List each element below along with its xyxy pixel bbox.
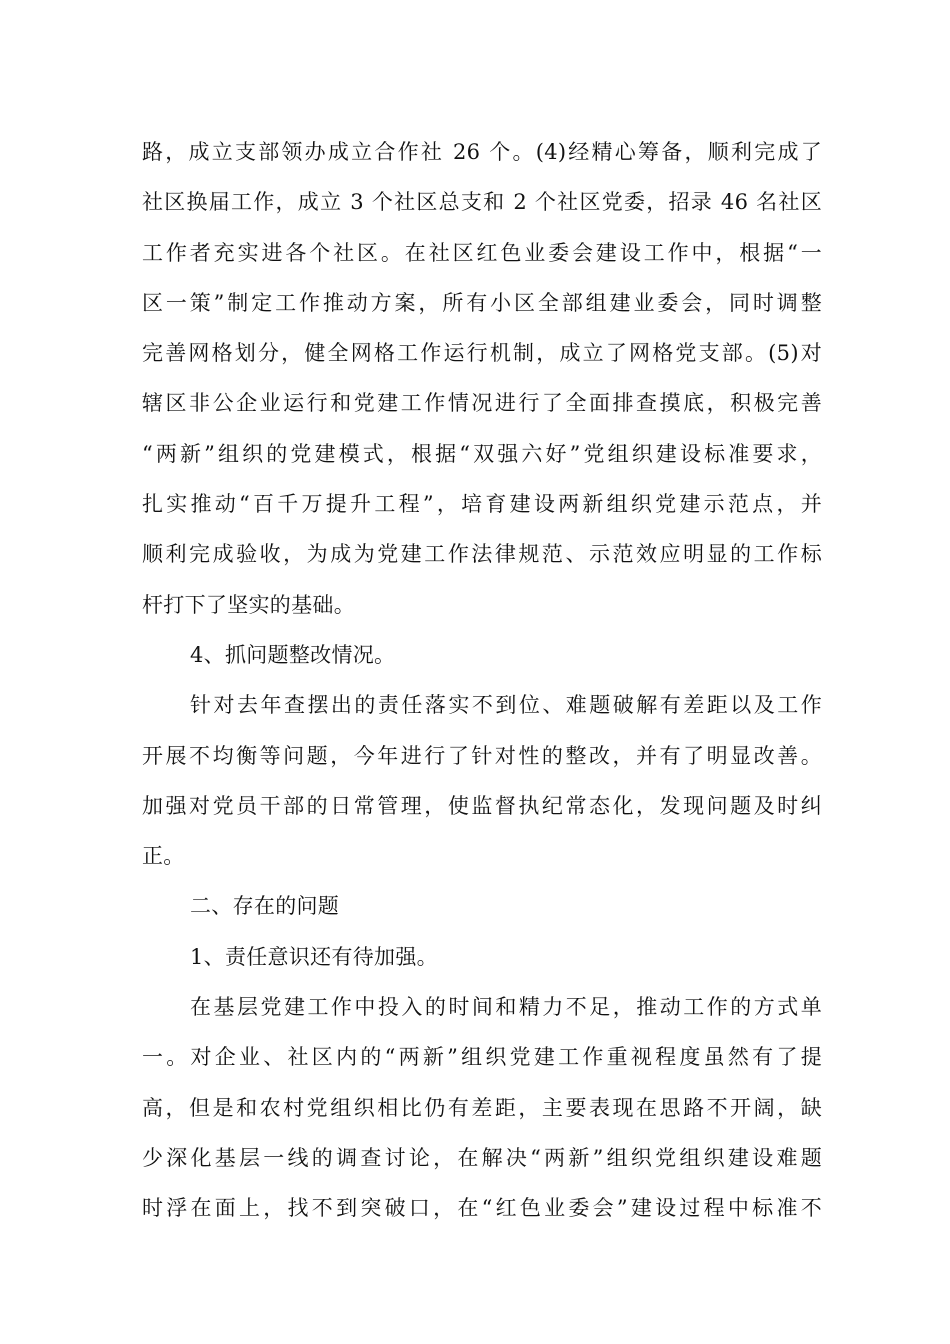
text-line: 区一策”制定工作推动方案，所有小区全部组建业委会，同时调整 — [142, 290, 822, 315]
text-line: “两新”组织的党建模式，根据“双强六好”党组织建设标准要求， — [142, 441, 822, 466]
document-body — [142, 127, 822, 1234]
text-line: 辖区非公企业运行和党建工作情况进行了全面排查摸底，积极完善 — [142, 391, 822, 416]
text-line: 扎实推动“百千万提升工程”，培育建设两新组织党建示范点，并 — [142, 492, 822, 517]
text-line: 针对去年查摆出的责任落实不到位、难题破解有差距以及工作 — [190, 693, 822, 718]
text-line: 一。对企业、社区内的“两新”组织党建工作重视程度虽然有了提 — [142, 1045, 822, 1070]
text-line: 社区换届工作，成立 3 个社区总支和 2 个社区党委，招录 46 名社区 — [142, 190, 822, 215]
text-line: 时浮在面上，找不到突破口，在“红色业委会”建设过程中标准不 — [142, 1196, 822, 1221]
text-line: 正。 — [142, 844, 185, 869]
text-line: 开展不均衡等问题，今年进行了针对性的整改，并有了明显改善。 — [142, 743, 822, 768]
text-line: 路，成立支部领办成立合作社 26 个。(4)经精心筹备，顺利完成了 — [142, 140, 822, 164]
section-heading: 4、抓问题整改情况。 — [190, 642, 396, 667]
section-heading: 1、责任意识还有待加强。 — [190, 944, 438, 969]
text-line: 少深化基层一线的调查讨论，在解决“两新”组织党组织建设难题 — [142, 1145, 822, 1170]
text-line: 在基层党建工作中投入的时间和精力不足，推动工作的方式单 — [190, 995, 822, 1020]
text-line: 工作者充实进各个社区。在社区红色业委会建设工作中，根据“一 — [142, 240, 822, 265]
text-line: 完善网格划分，健全网格工作运行机制，成立了网格党支部。(5)对 — [142, 341, 822, 366]
text-line: 杆打下了坚实的基础。 — [142, 592, 355, 617]
section-heading: 二、存在的问题 — [190, 894, 340, 919]
text-line: 顺利完成验收，为成为党建工作法律规范、示范效应明显的工作标 — [142, 542, 822, 567]
text-line: 高，但是和农村党组织相比仍有差距，主要表现在思路不开阔，缺 — [142, 1095, 822, 1120]
text-line: 加强对党员干部的日常管理，使监督执纪常态化，发现问题及时纠 — [142, 793, 822, 818]
